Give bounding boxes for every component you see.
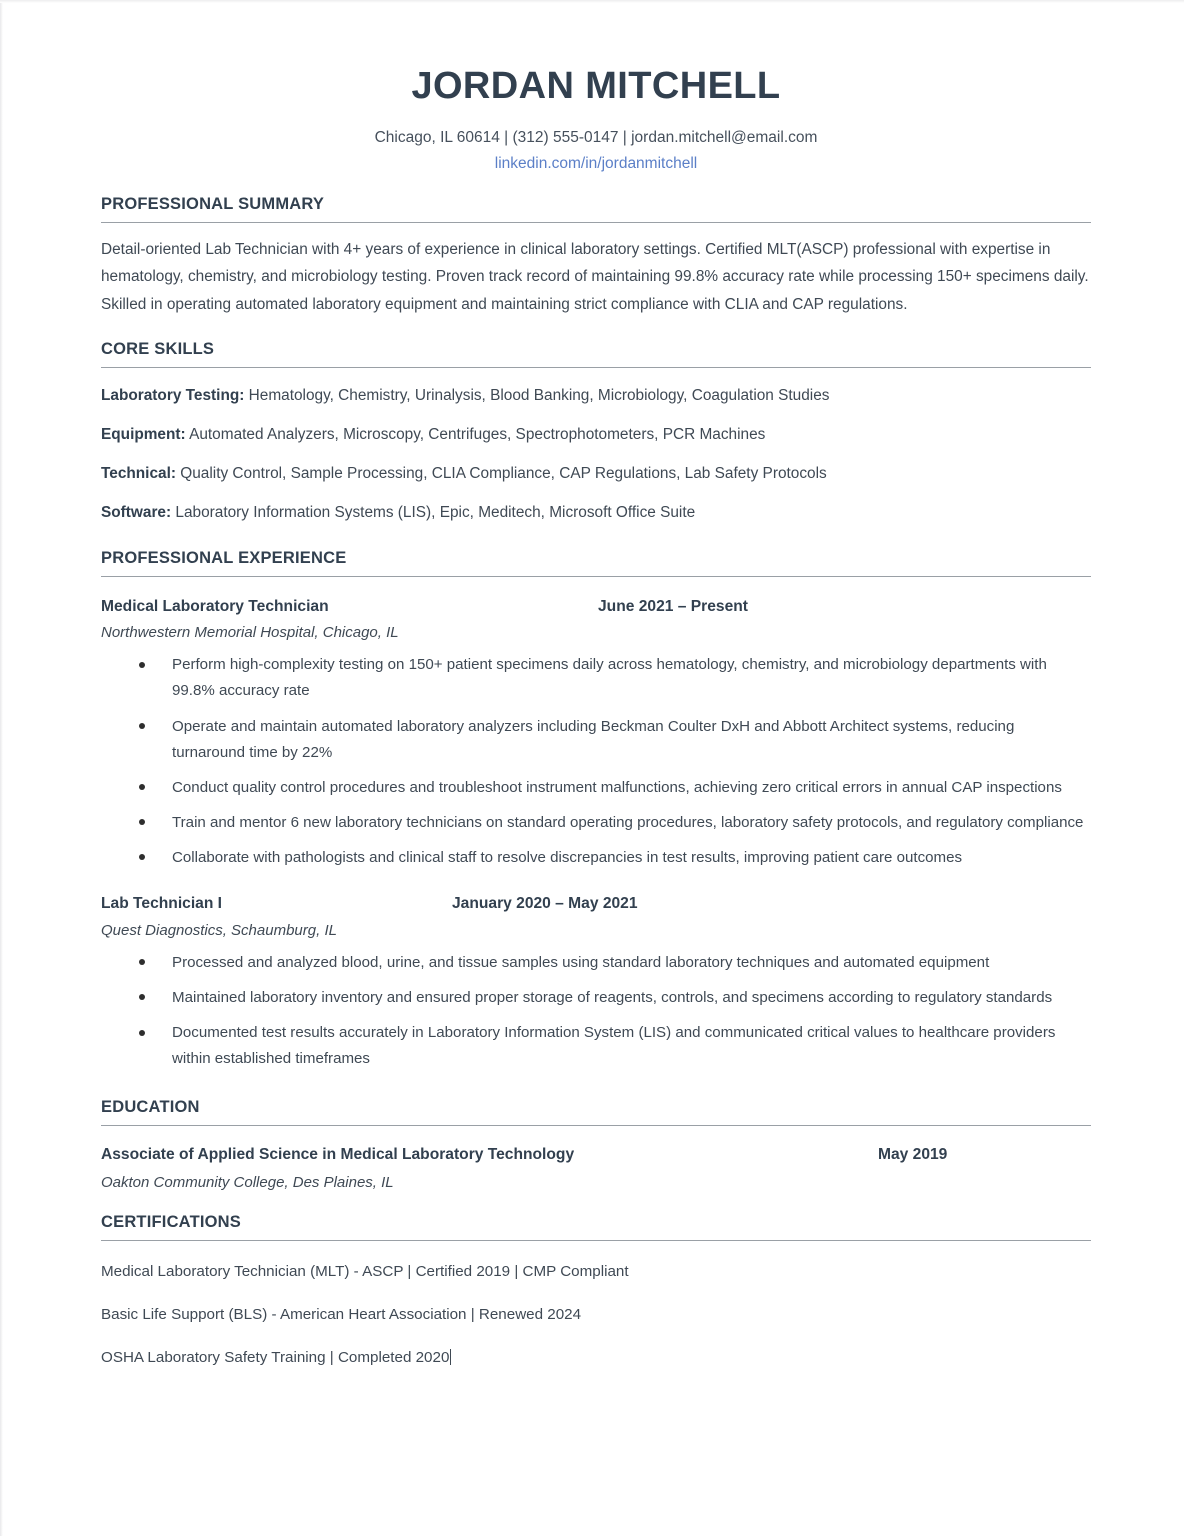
text-cursor-caret bbox=[450, 1349, 451, 1365]
bullet-text: Collaborate with pathologists and clinical staff to resolve discrepancies in test results, improving patient care outcomes bbox=[172, 848, 963, 866]
bullet-text: Maintained laboratory inventory and ensured proper storage of reagents, controls, and specimens according to regulatory standards bbox=[172, 989, 1053, 1007]
job-bullet-list bbox=[101, 652, 1091, 871]
linkedin-link[interactable]: linkedin.com/in/jordanmitchell bbox=[494, 154, 698, 172]
certification-text: OSHA Laboratory Safety Training | Completed 2020 bbox=[101, 1348, 450, 1366]
education-date: May 2019 bbox=[878, 1146, 948, 1164]
section-heading-experience: PROFESSIONAL EXPERIENCE bbox=[101, 548, 347, 567]
skill-label: Technical: bbox=[101, 465, 176, 483]
job-company: Northwestern Memorial Hospital, Chicago, IL bbox=[101, 624, 399, 642]
section-heading-certifications: CERTIFICATIONS bbox=[101, 1213, 241, 1232]
bullet-text: Processed and analyzed blood, urine, and tissue samples using standard laboratory techniques and automated equipment bbox=[172, 953, 990, 971]
resume-content bbox=[101, 0, 1091, 1370]
certification-item: Basic Life Support (BLS) - American Heart Association | Renewed 2024 bbox=[101, 1305, 582, 1323]
summary-text: Detail-oriented Lab Technician with 4+ years of experience in clinical laboratory settings. Certified MLT(ASCP) professional with expertise in hematology, chemistry, and microbiology testing. Proven track record of maintaining 99.8% accuracy rate while processing 150+ specimens daily. Skilled in operating automated laboratory equipment and maintaining strict compliance with CLIA and CAP regulations. bbox=[101, 240, 1089, 313]
skill-value: Automated Analyzers, Microscopy, Centrifuges, Spectrophotometers, PCR Machines bbox=[185, 426, 766, 444]
bullet-dot-icon bbox=[139, 994, 145, 1000]
section-rule-skills bbox=[101, 367, 1091, 368]
section-heading-summary: PROFESSIONAL SUMMARY bbox=[101, 194, 325, 213]
section-heading-education: EDUCATION bbox=[101, 1098, 200, 1117]
section-rule-experience bbox=[101, 576, 1091, 577]
skill-row bbox=[101, 462, 1091, 485]
job-bullet-list bbox=[101, 950, 1091, 1072]
bullet-dot-icon bbox=[139, 819, 145, 825]
skill-row bbox=[101, 423, 1091, 446]
job-title: Lab Technician I bbox=[101, 895, 223, 913]
bullet-dot-icon bbox=[139, 723, 145, 729]
bullet-dot-icon bbox=[139, 1030, 145, 1036]
education-entry-row bbox=[101, 1144, 1091, 1166]
contact-line: Chicago, IL 60614 | (312) 555-0147 | jordan.mitchell@email.com bbox=[374, 128, 818, 146]
job-bullet bbox=[101, 950, 1091, 976]
job-header-row bbox=[101, 893, 1091, 915]
job-bullet bbox=[101, 985, 1091, 1011]
bullet-dot-icon bbox=[139, 662, 145, 668]
skill-value: Hematology, Chemistry, Urinalysis, Blood Banking, Microbiology, Coagulation Studies bbox=[244, 387, 830, 405]
skill-label: Software: bbox=[101, 504, 172, 522]
skill-value: Quality Control, Sample Processing, CLIA Compliance, CAP Regulations, Lab Safety Protocols bbox=[175, 465, 827, 483]
skill-row bbox=[101, 501, 1091, 524]
job-bullet bbox=[101, 775, 1091, 801]
certification-item: Medical Laboratory Technician (MLT) - ASCP | Certified 2019 | CMP Compliant bbox=[101, 1263, 629, 1281]
job-bullet bbox=[101, 714, 1091, 766]
bullet-text: Train and mentor 6 new laboratory technicians on standard operating procedures, laboratory safety protocols, and regulatory compliance bbox=[172, 813, 1084, 831]
bullet-text: Conduct quality control procedures and troubleshoot instrument malfunctions, achieving zero critical errors in annual CAP inspections bbox=[172, 778, 1062, 796]
section-rule-summary bbox=[101, 222, 1091, 223]
section-rule-education bbox=[101, 1125, 1091, 1126]
bullet-text: Perform high-complexity testing on 150+ patient specimens daily across hematology, chemistry, and microbiology departments with 99.8% accuracy rate bbox=[172, 656, 1047, 700]
bullet-text: Documented test results accurately in Laboratory Information System (LIS) and communicated critical values to healthcare providers within established timeframes bbox=[172, 1024, 1056, 1068]
education-degree: Associate of Applied Science in Medical Laboratory Technology bbox=[101, 1146, 575, 1164]
job-date: January 2020 – May 2021 bbox=[452, 895, 638, 913]
job-title: Medical Laboratory Technician bbox=[101, 597, 329, 615]
job-company: Quest Diagnostics, Schaumburg, IL bbox=[101, 921, 337, 939]
job-bullet bbox=[101, 810, 1091, 836]
education-school: Oakton Community College, Des Plaines, IL bbox=[101, 1174, 394, 1192]
job-bullet bbox=[101, 652, 1091, 704]
experience-entry bbox=[101, 596, 1091, 872]
skill-label: Laboratory Testing: bbox=[101, 387, 245, 405]
skill-label: Equipment: bbox=[101, 426, 186, 444]
bullet-dot-icon bbox=[139, 784, 145, 790]
bullet-dot-icon bbox=[139, 959, 145, 965]
bullet-dot-icon bbox=[139, 854, 145, 860]
job-date: June 2021 – Present bbox=[598, 597, 748, 615]
skill-row bbox=[101, 384, 1091, 407]
job-header-row bbox=[101, 596, 1091, 618]
certification-item-last bbox=[101, 1347, 1091, 1370]
skill-value: Laboratory Information Systems (LIS), Epic, Meditech, Microsoft Office Suite bbox=[171, 504, 696, 522]
candidate-name: JORDAN MITCHELL bbox=[411, 65, 781, 107]
section-heading-skills: CORE SKILLS bbox=[101, 340, 215, 359]
job-bullet bbox=[101, 845, 1091, 871]
bullet-text: Operate and maintain automated laboratory analyzers including Beckman Coulter DxH and Abbott Architect systems, reducing turnaround time by 22% bbox=[172, 717, 1015, 761]
job-bullet bbox=[101, 1020, 1091, 1072]
experience-entry bbox=[101, 893, 1091, 1072]
section-rule-certifications bbox=[101, 1240, 1091, 1241]
